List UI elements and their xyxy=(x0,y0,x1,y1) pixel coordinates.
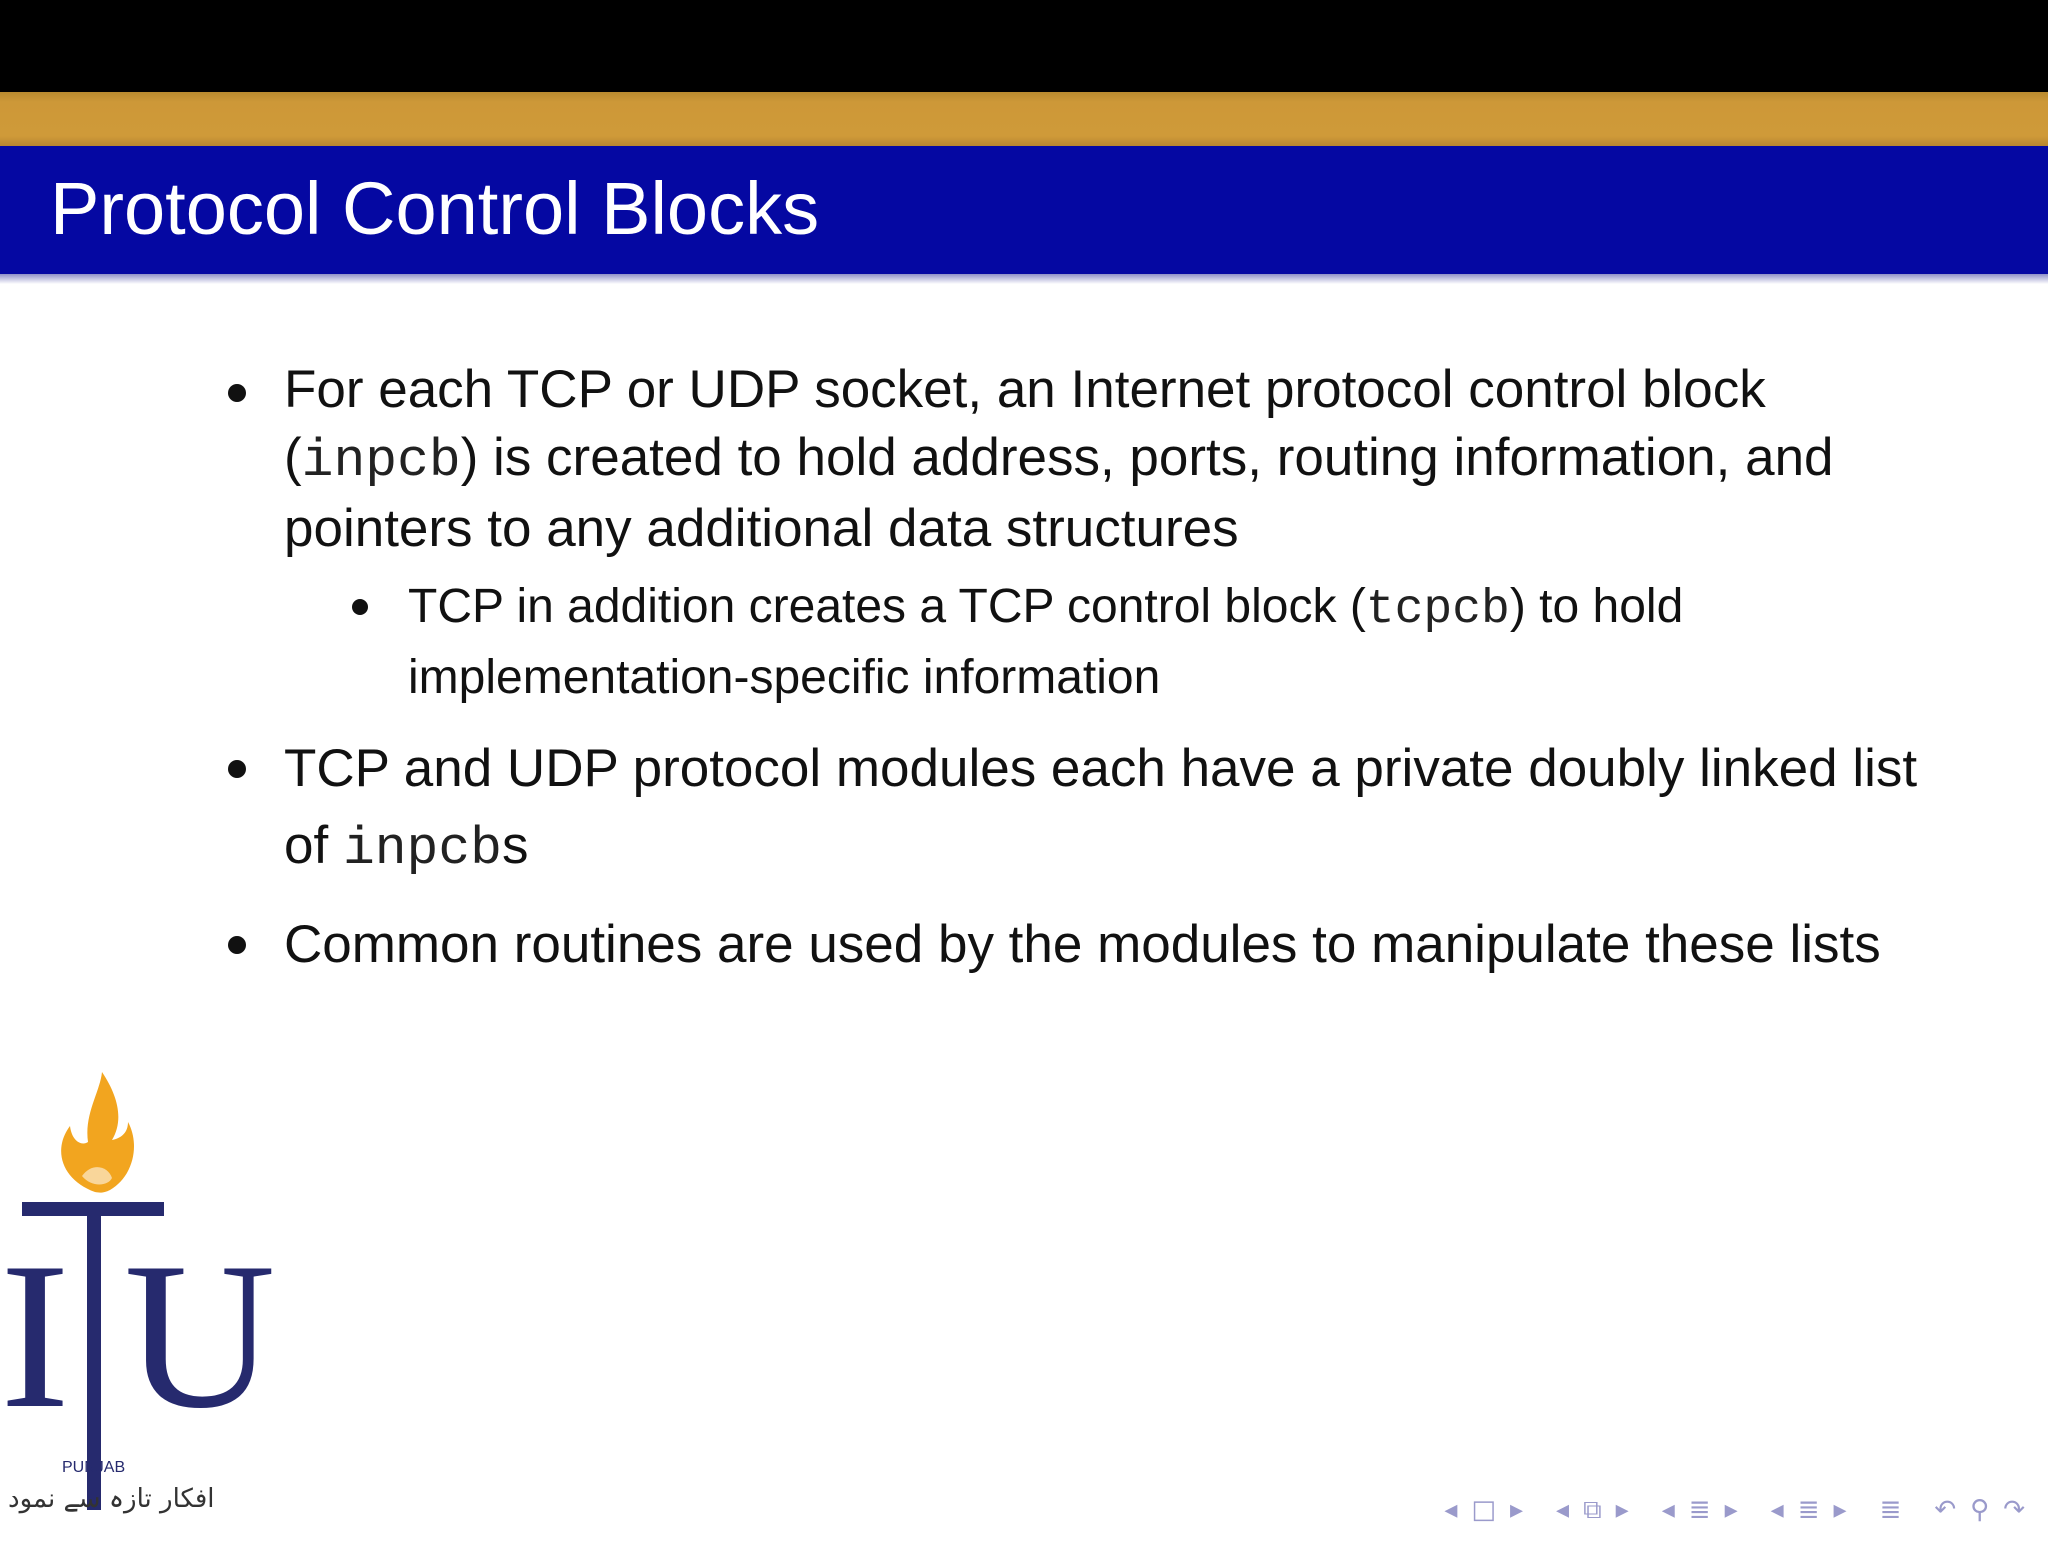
bullet-dot xyxy=(228,384,246,402)
arrow-left-icon[interactable]: ◂ xyxy=(1661,1495,1675,1525)
section-icon[interactable]: ≣ xyxy=(1688,1495,1711,1525)
bullet-item xyxy=(220,356,1920,563)
logo-motto: افکار تازہ سے نمود xyxy=(8,1484,215,1514)
itu-logo-graphic xyxy=(0,1062,276,1536)
logo-letter-i: I xyxy=(0,1220,70,1452)
list-icon[interactable]: ≣ xyxy=(1879,1495,1902,1525)
bullet-text: TCP and UDP protocol modules each have a private doubly linked list of xyxy=(284,739,1918,875)
beamer-navigation xyxy=(1437,1492,2032,1528)
logo-caption: PUNJAB xyxy=(62,1459,126,1476)
bullet-text: For each TCP or UDP socket, an Internet protocol control block ( xyxy=(284,360,1766,487)
arrow-left-icon[interactable]: ◂ xyxy=(1556,1495,1570,1525)
slide-title: Protocol Control Blocks xyxy=(50,167,820,250)
bullet-text: s xyxy=(501,816,529,875)
arrow-right-icon[interactable]: ▸ xyxy=(1724,1495,1738,1525)
bullet-text: Common routines are used by the modules to manipulate these lists xyxy=(284,915,1881,974)
arrow-left-icon[interactable]: ◂ xyxy=(1770,1495,1784,1525)
itu-logo xyxy=(0,1062,276,1536)
arrow-left-icon[interactable]: ◂ xyxy=(1444,1495,1458,1525)
subsection-icon[interactable]: ⧉ xyxy=(1583,1494,1602,1525)
bullet-text: ) is created to hold address, ports, routing information, and pointers to any additional data structures xyxy=(284,428,1834,558)
redo-icon[interactable]: ↷ xyxy=(2003,1495,2025,1525)
bullet-text: TCP in addition creates a TCP control block ( xyxy=(408,580,1366,633)
bullet-dot xyxy=(228,936,246,954)
gold-accent-band xyxy=(0,92,2048,146)
bullet-item xyxy=(220,730,1920,888)
list-icon[interactable]: ≣ xyxy=(1797,1495,1820,1525)
bullet-text: ) to hold implementation-specific information xyxy=(408,580,1684,704)
bullet-item xyxy=(220,906,1920,983)
bullet-list xyxy=(220,356,1920,997)
undo-icon[interactable]: ↶ xyxy=(1934,1495,1957,1525)
code-term: tcpcb xyxy=(1365,583,1510,637)
arrow-right-icon[interactable]: ▸ xyxy=(1833,1495,1847,1525)
sub-bullet-item xyxy=(344,573,1920,712)
frame-icon[interactable]: □ xyxy=(1471,1495,1496,1525)
arrow-right-icon[interactable]: ▸ xyxy=(1615,1495,1629,1525)
title-bar-shadow xyxy=(0,274,2048,284)
bullet-dot xyxy=(228,760,246,778)
code-term: inpcb xyxy=(342,819,502,879)
top-black-band xyxy=(0,0,2048,92)
bullet-dot xyxy=(352,599,368,615)
arrow-right-icon[interactable]: ▸ xyxy=(1509,1495,1524,1525)
code-term: inpcb xyxy=(301,431,461,491)
search-icon[interactable]: ⚲ xyxy=(1970,1495,1990,1525)
logo-letter-u: U xyxy=(124,1220,276,1452)
